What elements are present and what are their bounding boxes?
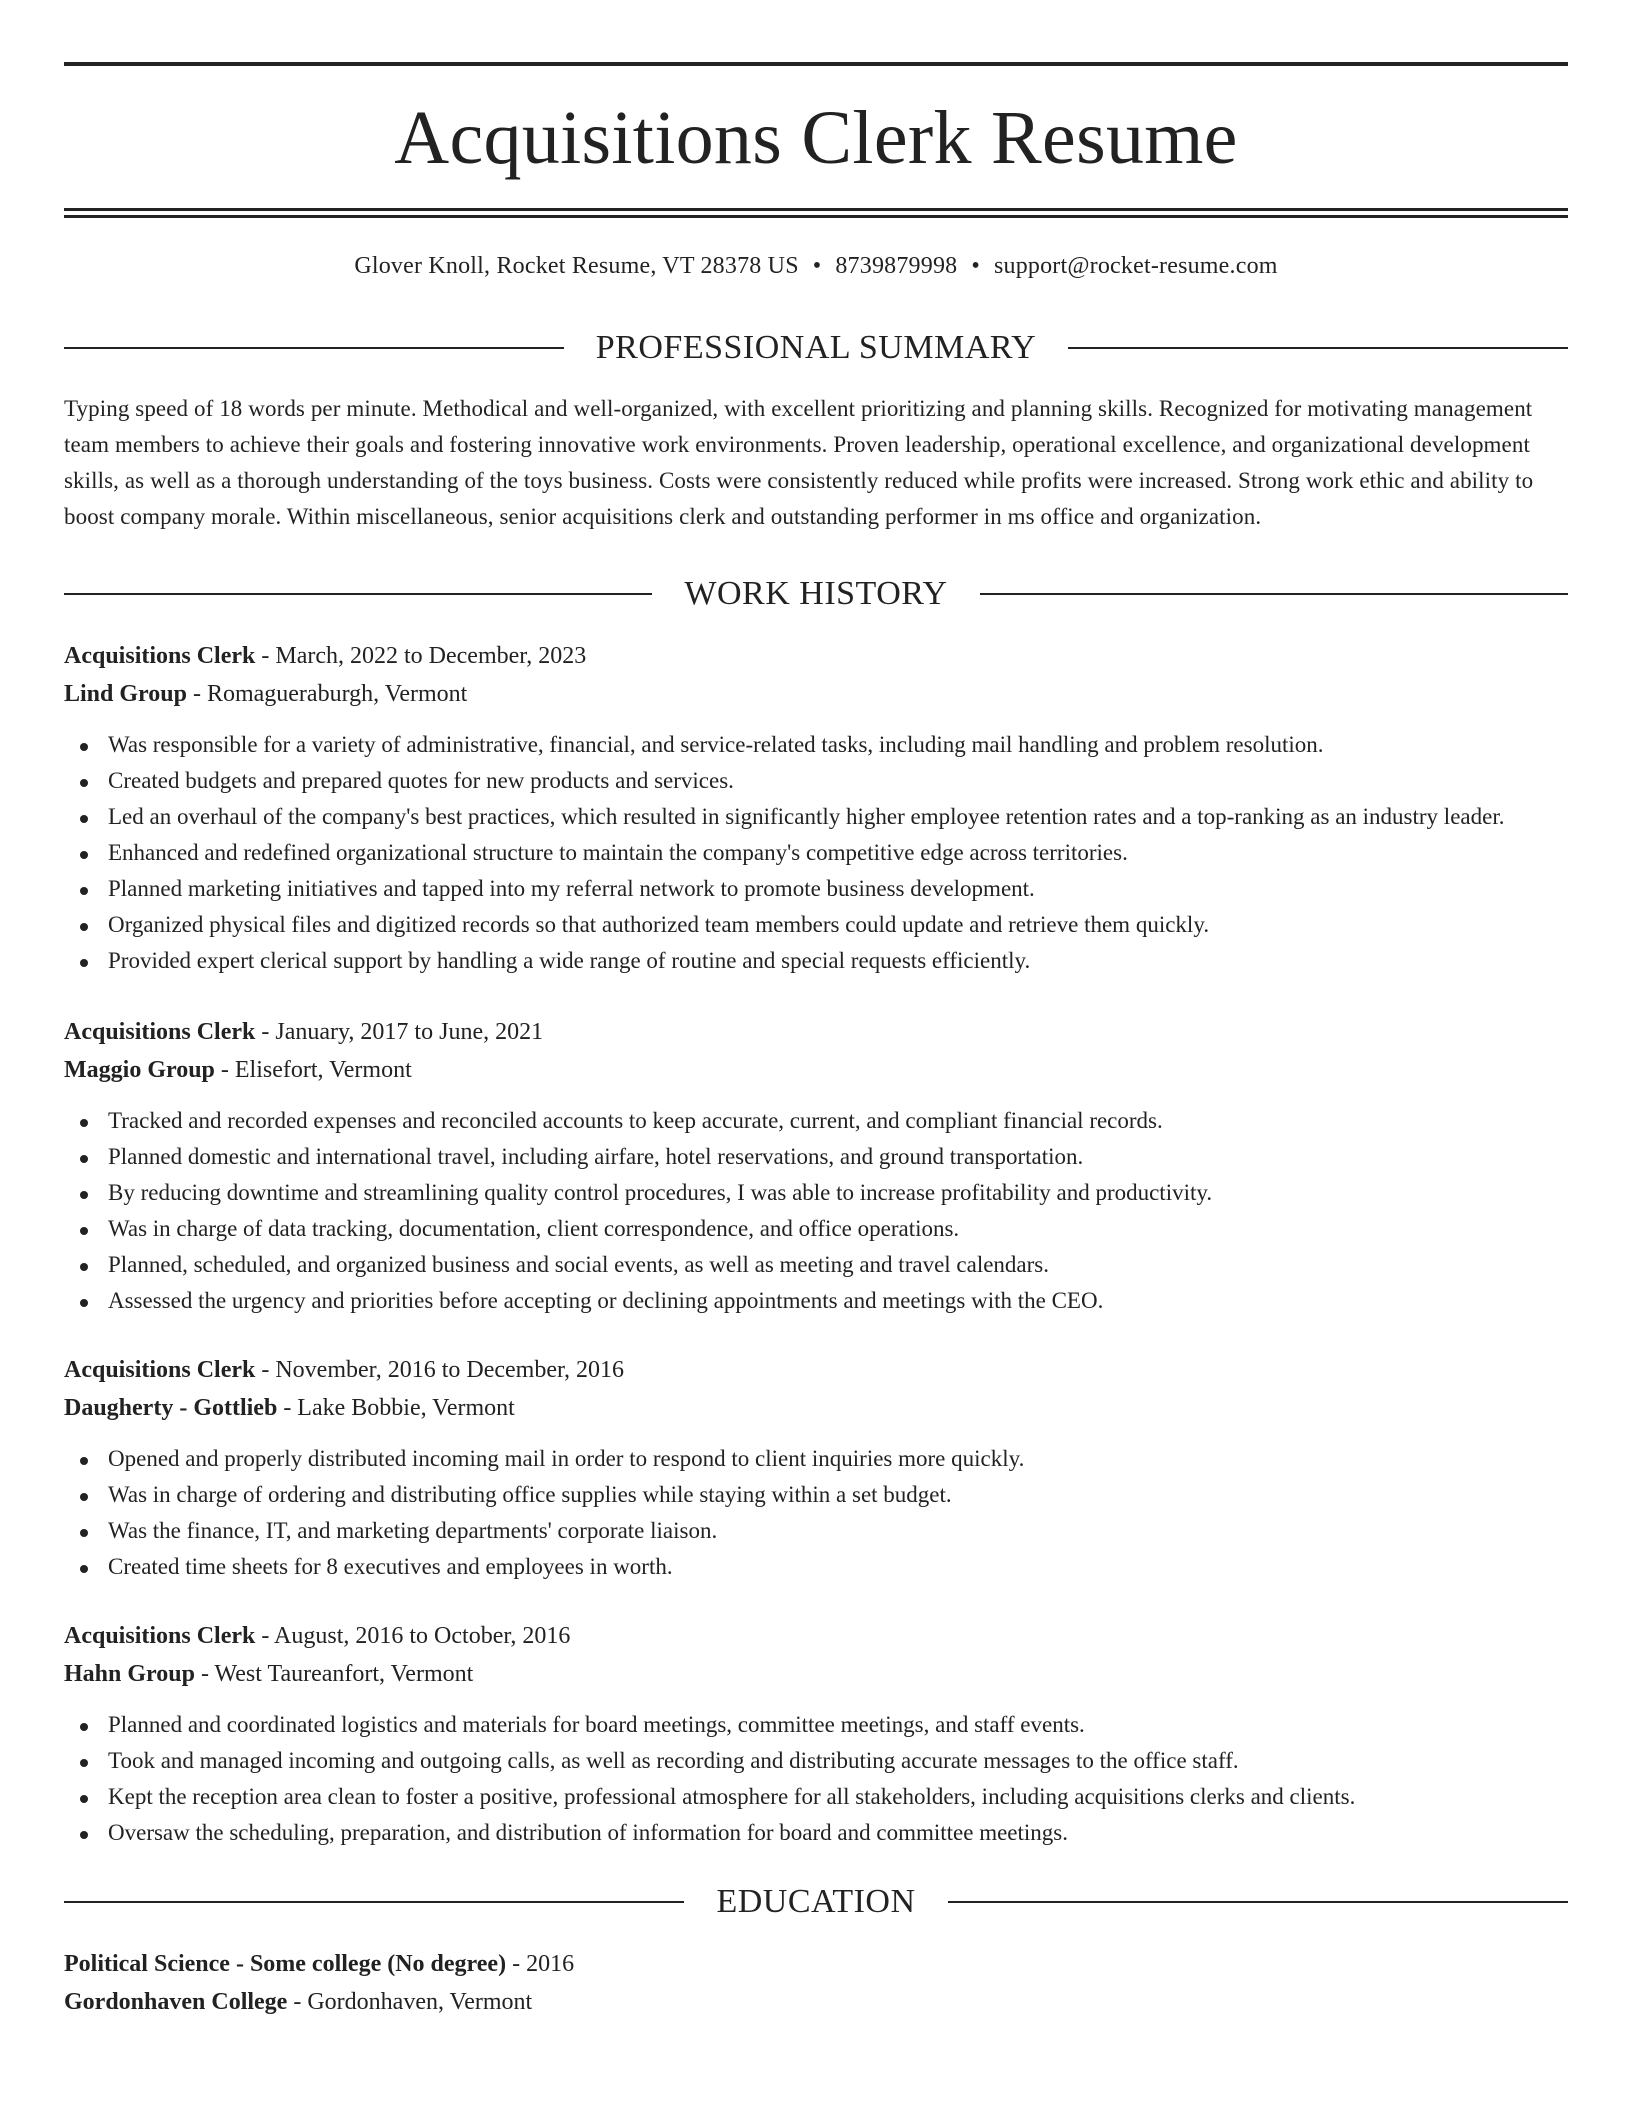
job-duties-list <box>64 1707 1568 1851</box>
job-duties-list <box>64 1441 1568 1585</box>
duty-item: Organized physical files and digitized records so that authorized team members could update and retrieve them quickly. <box>64 907 1568 943</box>
summary-paragraph: Typing speed of 18 words per minute. Methodical and well-organized, with excellent prioritizing and planning skills. Recognized for motivating management team members to achieve their goals and fostering innovative work environments. Proven leadership, operational excellence, and organizational development skills, as well as a thorough understanding of the toys business. Costs were consistently reduced while profits were increased. Strong work ethic and ability to boost company morale. Within miscellaneous, senior acquisitions clerk and outstanding performer in ms office and organization. <box>64 395 1534 529</box>
section-heading-work <box>64 574 1568 612</box>
duty-item: Planned marketing initiatives and tapped into my referral network to promote business development. <box>64 871 1568 907</box>
duty-item: Planned and coordinated logistics and materials for board meetings, committee meetings, and staff events. <box>64 1707 1568 1743</box>
job-company: Lind Group <box>64 680 187 707</box>
duty-item: Tracked and recorded expenses and reconciled accounts to keep accurate, current, and compliant financial records. <box>64 1103 1568 1139</box>
top-rule <box>64 62 1568 66</box>
section-heading-summary <box>64 328 1568 366</box>
duty-item: By reducing downtime and streamlining quality control procedures, I was able to increase profitability and productivity. <box>64 1175 1568 1211</box>
job-company-line <box>64 675 1568 713</box>
contact-line <box>64 252 1568 281</box>
resume-title: Acquisitions Clerk Resume <box>394 96 1238 180</box>
job-title: Acquisitions Clerk <box>64 1622 256 1649</box>
job-location: - Romagueraburgh, Vermont <box>186 680 468 707</box>
job-duties-list <box>64 727 1568 979</box>
contact-email: support@rocket-resume.com <box>993 253 1278 279</box>
job-dates: - March, 2022 to December, 2023 <box>255 642 587 669</box>
duty-item: Created budgets and prepared quotes for new products and services. <box>64 763 1568 799</box>
job-title-line <box>64 1351 1568 1389</box>
job-entry <box>64 1351 1568 1585</box>
duty-item: Was in charge of ordering and distributing office supplies while staying within a set budget. <box>64 1477 1568 1513</box>
job-title-line <box>64 1013 1568 1051</box>
job-company-line <box>64 1389 1568 1427</box>
job-location: - Lake Bobbie, Vermont <box>277 1394 515 1421</box>
title-double-rule <box>64 208 1568 218</box>
heading-rule-left <box>64 593 652 595</box>
education-school: Gordonhaven College <box>64 1988 288 2015</box>
section-heading-label: PROFESSIONAL SUMMARY <box>595 328 1037 366</box>
duty-item: Oversaw the scheduling, preparation, and distribution of information for board and committee meetings. <box>64 1815 1568 1851</box>
job-title: Acquisitions Clerk <box>64 1018 256 1045</box>
education-entry <box>64 1945 1568 2021</box>
job-title-line <box>64 1617 1568 1655</box>
duty-item: Took and managed incoming and outgoing calls, as well as recording and distributing accurate messages to the office staff. <box>64 1743 1568 1779</box>
job-location: - West Taureanfort, Vermont <box>194 1660 474 1687</box>
job-title: Acquisitions Clerk <box>64 1356 256 1383</box>
contact-separator: • <box>971 253 980 279</box>
section-heading-label: EDUCATION <box>716 1882 916 1920</box>
job-title-line <box>64 637 1568 675</box>
education-degree: Political Science - Some college (No degree) <box>64 1950 507 1977</box>
contact-separator: • <box>812 253 822 279</box>
education-school-line <box>64 1983 1568 2021</box>
job-dates: - January, 2017 to June, 2021 <box>255 1018 544 1045</box>
education-location: - Gordonhaven, Vermont <box>287 1988 533 2015</box>
duty-item: Was in charge of data tracking, documentation, client correspondence, and office operations. <box>64 1211 1568 1247</box>
job-company: Daugherty - Gottlieb <box>64 1394 278 1421</box>
job-entry <box>64 1617 1568 1851</box>
heading-rule-left <box>64 347 564 349</box>
job-location: - Elisefort, Vermont <box>214 1056 412 1083</box>
job-company-line <box>64 1051 1568 1089</box>
duty-item: Was responsible for a variety of administrative, financial, and service-related tasks, including mail handling and problem resolution. <box>64 727 1568 763</box>
duty-item: Assessed the urgency and priorities before accepting or declining appointments and meetings with the CEO. <box>64 1283 1568 1319</box>
duty-item: Planned, scheduled, and organized business and social events, as well as meeting and travel calendars. <box>64 1247 1568 1283</box>
contact-phone: 8739879998 <box>835 253 958 279</box>
job-dates: - August, 2016 to October, 2016 <box>255 1622 571 1649</box>
duty-item: Was the finance, IT, and marketing departments' corporate liaison. <box>64 1513 1568 1549</box>
heading-rule-right <box>980 593 1568 595</box>
duty-item: Led an overhaul of the company's best practices, which resulted in significantly higher employee retention rates and a top-ranking as an industry leader. <box>64 799 1568 835</box>
duty-item: Kept the reception area clean to foster a positive, professional atmosphere for all stakeholders, including acquisitions clerks and clients. <box>64 1779 1568 1815</box>
job-duties-list <box>64 1103 1568 1319</box>
duty-item: Provided expert clerical support by handling a wide range of routine and special requests efficiently. <box>64 943 1568 979</box>
education-degree-line <box>64 1945 1568 1983</box>
job-company: Hahn Group <box>64 1660 195 1687</box>
job-title: Acquisitions Clerk <box>64 642 256 669</box>
heading-rule-right <box>948 1901 1568 1903</box>
heading-rule-left <box>64 1901 684 1903</box>
heading-rule-right <box>1068 347 1568 349</box>
duty-item: Enhanced and redefined organizational structure to maintain the company's competitive edge across territories. <box>64 835 1568 871</box>
section-heading-label: WORK HISTORY <box>684 574 948 612</box>
section-heading-education <box>64 1882 1568 1920</box>
job-entry <box>64 1013 1568 1319</box>
job-dates: - November, 2016 to December, 2016 <box>255 1356 624 1383</box>
job-company-line <box>64 1655 1568 1693</box>
duty-item: Planned domestic and international travel, including airfare, hotel reservations, and ground transportation. <box>64 1139 1568 1175</box>
job-company: Maggio Group <box>64 1056 215 1083</box>
education-year: - 2016 <box>506 1950 575 1977</box>
job-entry <box>64 637 1568 979</box>
contact-address: Glover Knoll, Rocket Resume, VT 28378 US <box>354 253 799 279</box>
duty-item: Opened and properly distributed incoming mail in order to respond to client inquiries more quickly. <box>64 1441 1568 1477</box>
duty-item: Created time sheets for 8 executives and employees in worth. <box>64 1549 1568 1585</box>
